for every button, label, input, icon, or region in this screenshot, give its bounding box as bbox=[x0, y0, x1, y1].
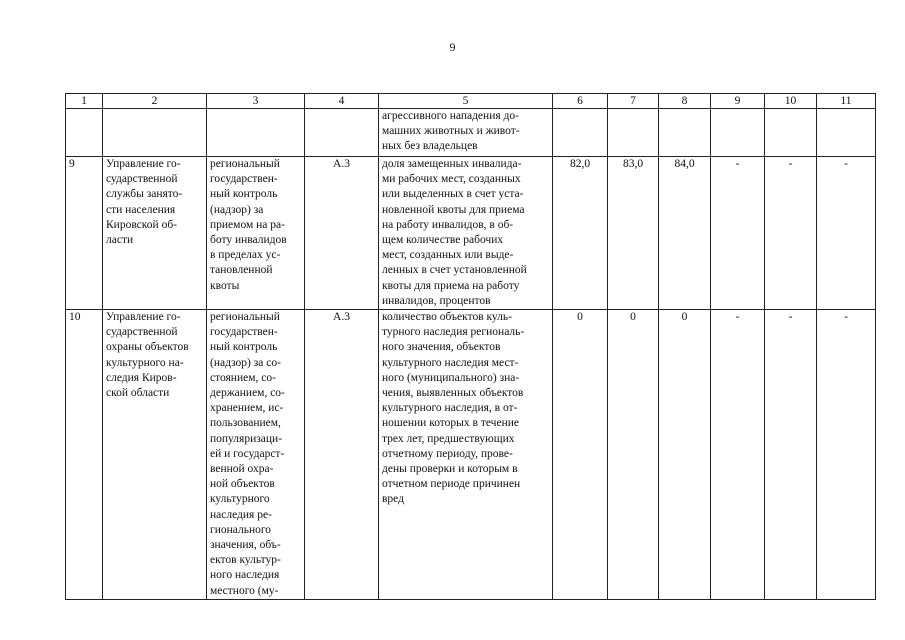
header-cell: 5 bbox=[379, 94, 553, 109]
value-cell: - bbox=[711, 157, 765, 310]
page-number: 9 bbox=[449, 40, 456, 54]
header-cell: 8 bbox=[659, 94, 711, 109]
organization-cell bbox=[103, 109, 207, 157]
control-type-cell: региональный государствен- ный контроль (надзор) за приемом на ра- боту инвалидов в пределах ус- тановленной квоты bbox=[207, 157, 305, 310]
column-number-header bbox=[66, 94, 876, 109]
value-cell bbox=[608, 109, 659, 157]
table-row bbox=[66, 310, 876, 600]
control-type-cell: региональный государствен- ный контроль (надзор) за со- стоянием, со- держанием, со- хранением, ис- пользованием, популяризаци- ей и государст- венной охра- ной объектов культурного наследия ре- гионального значения, объ- ектов культур- ного наследия местного (му- bbox=[207, 310, 305, 600]
organization-cell: Управление го- сударственной службы занято- сти населения Кировской об- ласти bbox=[103, 157, 207, 310]
value-cell: 0 bbox=[608, 310, 659, 600]
value-cell: 84,0 bbox=[659, 157, 711, 310]
value-cell: 83,0 bbox=[608, 157, 659, 310]
value-cell bbox=[553, 109, 608, 157]
row-number: 9 bbox=[66, 157, 103, 310]
row-number: 10 bbox=[66, 310, 103, 600]
header-cell: 1 bbox=[66, 94, 103, 109]
value-cell: - bbox=[765, 310, 817, 600]
header-cell: 7 bbox=[608, 94, 659, 109]
header-cell: 4 bbox=[305, 94, 379, 109]
value-cell bbox=[765, 109, 817, 157]
code-cell: А.3 bbox=[305, 310, 379, 600]
indicator-cell: агрессивного нападения до- машних животных и живот- ных без владельцев bbox=[379, 109, 553, 157]
value-cell bbox=[711, 109, 765, 157]
row-number bbox=[66, 109, 103, 157]
value-cell: - bbox=[817, 310, 876, 600]
value-cell: - bbox=[711, 310, 765, 600]
control-type-cell bbox=[207, 109, 305, 157]
header-cell: 6 bbox=[553, 94, 608, 109]
indicator-cell: доля замещенных инвалида- ми рабочих мест, созданных или выделенных в счет уста- новленной квоты для приема на работу инвалидов, в об- щем количестве рабочих мест, созданных или выде- ленных в счет установленной квоты для приема на работу инвалидов, процентов bbox=[379, 157, 553, 310]
value-cell bbox=[659, 109, 711, 157]
code-cell: А.3 bbox=[305, 157, 379, 310]
value-cell: - bbox=[817, 157, 876, 310]
header-cell: 11 bbox=[817, 94, 876, 109]
header-cell: 2 bbox=[103, 94, 207, 109]
value-cell: 0 bbox=[659, 310, 711, 600]
table-row bbox=[66, 109, 876, 157]
table-row bbox=[66, 157, 876, 310]
header-cell: 9 bbox=[711, 94, 765, 109]
indicator-cell: количество объектов куль- турного наследия региональ- ного значения, объектов культурного наследия мест- ного (муниципального) зна- чения, выявленных объектов культурного наследия, в от- ношении которых в течение трех лет, предшествующих отчетному периоду, прове- дены проверки и которым в отчетном периоде причинен вред bbox=[379, 310, 553, 600]
header-cell: 10 bbox=[765, 94, 817, 109]
code-cell bbox=[305, 109, 379, 157]
indicator-table bbox=[65, 93, 876, 600]
header-cell: 3 bbox=[207, 94, 305, 109]
value-cell: 0 bbox=[553, 310, 608, 600]
value-cell: 82,0 bbox=[553, 157, 608, 310]
organization-cell: Управление го- сударственной охраны объектов культурного на- следия Киров- ской области bbox=[103, 310, 207, 600]
value-cell: - bbox=[765, 157, 817, 310]
value-cell bbox=[817, 109, 876, 157]
